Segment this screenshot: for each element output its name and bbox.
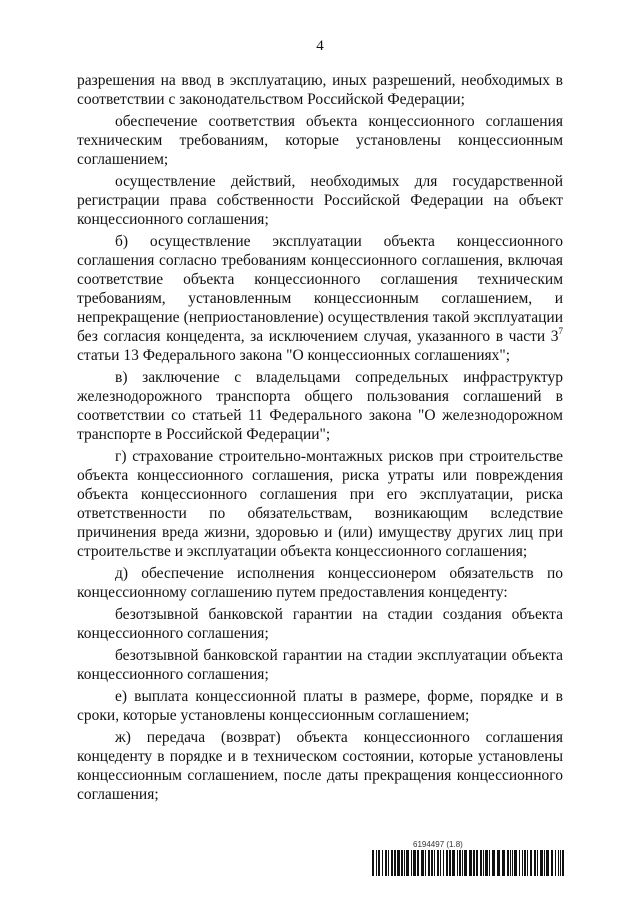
paragraph: разрешения на ввод в эксплуатацию, иных разрешений, необходимых в соответствии с законодательством Российской Федерации; (77, 72, 563, 108)
paragraph: е) выплата концессионной платы в размере, форме, порядке и в сроки, которые установлены концессионным соглашением; (77, 688, 563, 724)
document-code: 6194497 (1.8) (413, 840, 463, 849)
paragraph: обеспечение соответствия объекта концессионного соглашения техническим требованиям, которые установлены концессионным соглашением; (77, 113, 563, 168)
paragraph (77, 232, 563, 365)
page-number: 4 (316, 38, 324, 54)
paragraph: осуществление действий, необходимых для государственной регистрации права собственности Российской Федерации на объект концессионного соглашения; (77, 173, 563, 228)
barcode (372, 850, 564, 876)
paragraph: безотзывной банковской гарантии на стадии эксплуатации объекта концессионного соглашения; (77, 647, 563, 683)
paragraph: безотзывной банковской гарантии на стадии создания объекта концессионного соглашения; (77, 606, 563, 642)
paragraph-text-continued: статьи 13 Федерального закона "О концессионных соглашениях"; (77, 347, 511, 364)
paragraph: ж) передача (возврат) объекта концессионного соглашения концеденту в порядке и в техническом состоянии, которые установлены концессионным соглашением, после даты прекращения концессионного соглашения; (77, 729, 563, 803)
paragraph: в) заключение с владельцами сопредельных инфраструктур железнодорожного транспорта общего пользования соглашений в соответствии со статьей 11 Федерального закона "О железнодорожном транспорте в Российской Федерации"; (77, 369, 563, 443)
paragraph: д) обеспечение исполнения концессионером обязательств по концессионному соглашению путем предоставления концеденту: (77, 565, 563, 601)
paragraph: г) страхование строительно-монтажных рисков при строительстве объекта концессионного соглашения, риска утраты или повреждения объекта концессионного соглашения при его эксплуатации, риска ответственности по обязательствам, возникающим вследствие причинения вреда жизни, здоровью и (или) имуществу других лиц при строительстве и эксплуатации объекта концессионного соглашения; (77, 448, 563, 560)
document-body (77, 71, 563, 807)
paragraph-text: б) осуществление эксплуатации объекта концессионного соглашения согласно требованиям концессионного соглашения, включая соответствие объекта концессионного соглашения техническим требованиям, установленным концессионным соглашением, и непрекращение (неприостановление) осуществления такой эксплуатации без согласия концедента, за исключением случая, указанного в части 3 (77, 233, 563, 345)
superscript: 7 (558, 325, 563, 336)
